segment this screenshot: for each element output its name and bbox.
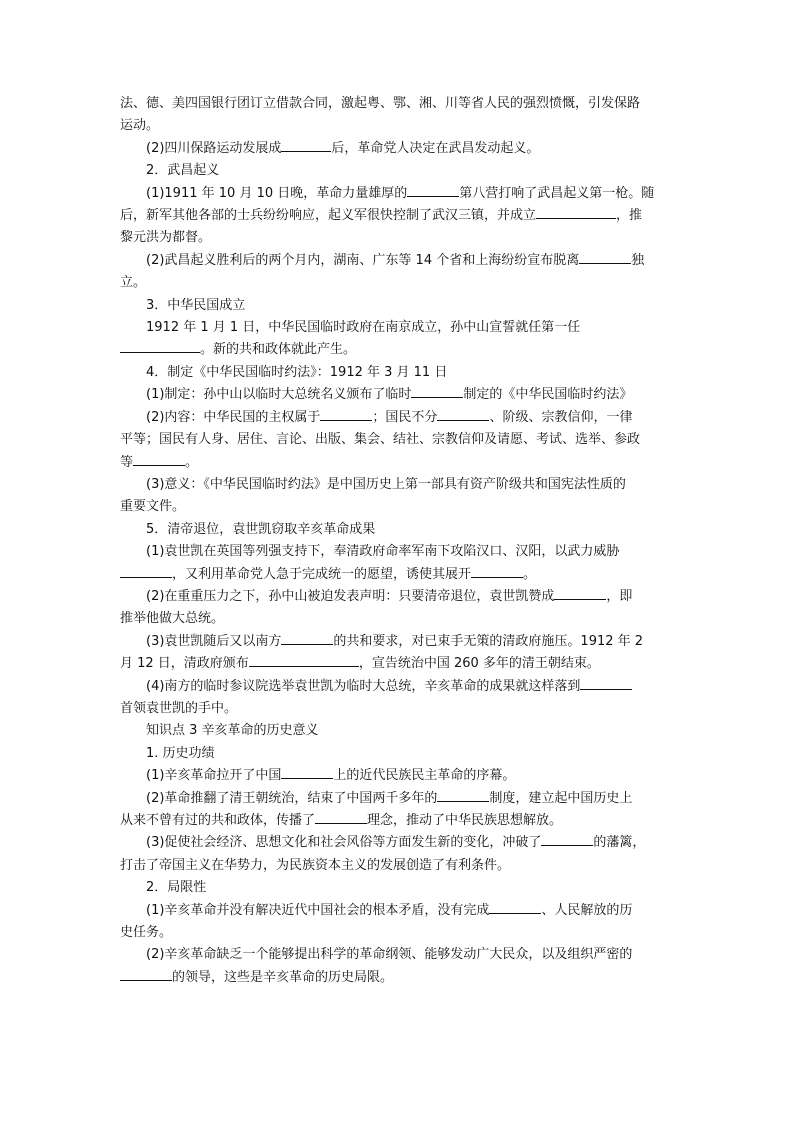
text-line bbox=[120, 474, 678, 496]
document-page bbox=[120, 93, 678, 989]
fill-blank[interactable] bbox=[249, 653, 359, 667]
text: 、阶级、宗教信仰，一律 bbox=[489, 409, 633, 425]
text: 。 bbox=[185, 454, 199, 470]
text: 运动。 bbox=[120, 118, 160, 134]
text: 首领袁世凯的手中。 bbox=[120, 700, 238, 716]
text-line bbox=[120, 832, 678, 854]
text: 等 bbox=[120, 454, 134, 470]
section-heading bbox=[120, 743, 678, 765]
fill-blank[interactable] bbox=[133, 452, 185, 466]
text: 知识点 3 辛亥革命的历史意义 bbox=[146, 723, 319, 739]
text-line bbox=[120, 564, 678, 586]
text-line bbox=[120, 272, 678, 294]
text-line bbox=[120, 698, 678, 720]
section-heading bbox=[120, 877, 678, 899]
text: (2)在重重压力之下，孙中山被迫发表声明：只要清帝退位，袁世凯赞成 bbox=[146, 588, 555, 604]
fill-blank[interactable] bbox=[437, 788, 489, 802]
fill-blank[interactable] bbox=[471, 564, 523, 578]
text: 2．局限性 bbox=[146, 880, 207, 896]
text: (1)制定：孙中山以临时大总统名义颁布了临时 bbox=[146, 387, 412, 403]
fill-blank[interactable] bbox=[281, 765, 333, 779]
text-line bbox=[120, 608, 678, 630]
text: 法、德、美四国银行团订立借款合同，激起粤、鄂、湘、川等省人民的强烈愤慨，引发保路 bbox=[120, 96, 641, 111]
section-heading bbox=[120, 160, 678, 182]
text: 3．中华民国成立 bbox=[146, 297, 246, 313]
text: (4)南方的临时参议院选举袁世凯为临时大总统，辛亥革命的成果就这样落到 bbox=[146, 678, 581, 694]
text: 的藩篱， bbox=[593, 835, 646, 851]
knowledge-point-heading bbox=[120, 720, 678, 742]
text: 月 12 日，清政府颁布 bbox=[120, 656, 249, 672]
text-line bbox=[120, 138, 678, 160]
text: 4．制定《中华民国临时约法》：1912 年 3 月 11 日 bbox=[146, 364, 448, 380]
text: (3)意义：《中华民国临时约法》是中国历史上第一部具有资产阶级共和国宪法性质的 bbox=[146, 476, 626, 492]
text: 打击了帝国主义在华势力，为民族资本主义的发展创造了有利条件。 bbox=[120, 857, 511, 873]
text: (2)内容：中华民国的主权属于 bbox=[146, 409, 321, 425]
text-line bbox=[120, 183, 678, 205]
text: ，宣告统治中国 260 多年的清王朝结束。 bbox=[358, 656, 600, 672]
text-line bbox=[120, 586, 678, 608]
text: 。新的共和政体就此产生。 bbox=[200, 342, 357, 358]
fill-blank[interactable] bbox=[554, 586, 606, 600]
text-line bbox=[120, 810, 678, 832]
text: 、人民解放的历 bbox=[541, 902, 633, 918]
text-line bbox=[120, 855, 678, 877]
text-line bbox=[120, 631, 678, 653]
text: 理念，推动了中华民族思想解放。 bbox=[367, 813, 563, 828]
fill-blank[interactable] bbox=[120, 339, 200, 353]
text: ，即 bbox=[606, 588, 633, 604]
fill-blank[interactable] bbox=[489, 900, 541, 914]
text: ，推 bbox=[616, 208, 643, 224]
text: 制度，建立起中国历史上 bbox=[489, 790, 633, 806]
fill-blank[interactable] bbox=[315, 810, 367, 824]
fill-blank[interactable] bbox=[579, 250, 631, 264]
text-line bbox=[120, 339, 678, 361]
text: 1. 历史功绩 bbox=[146, 745, 215, 761]
text: (2)辛亥革命缺乏一个能够提出科学的革命纲领、能够发动广大民众，以及组织严密的 bbox=[146, 947, 633, 963]
text: (1)辛亥革命并没有解决近代中国社会的根本矛盾，没有完成 bbox=[146, 902, 490, 918]
text-line bbox=[120, 944, 678, 966]
text-line bbox=[120, 922, 678, 944]
fill-blank[interactable] bbox=[536, 205, 616, 219]
section-heading bbox=[120, 295, 678, 317]
fill-blank[interactable] bbox=[437, 407, 489, 421]
text: 2．武昌起义 bbox=[146, 163, 220, 179]
text: (2)武昌起义胜利后的两个月内，湖南、广东等 14 个省和上海纷纷宣布脱离 bbox=[146, 252, 580, 268]
section-heading bbox=[120, 519, 678, 541]
text-line bbox=[120, 676, 678, 698]
text: 上的近代民族民主革命的序幕。 bbox=[333, 768, 516, 784]
text: (3)促使社会经济、思想文化和社会风俗等方面发生新的变化，冲破了 bbox=[146, 835, 542, 851]
text-line bbox=[120, 967, 678, 989]
text-line bbox=[120, 205, 678, 227]
text: 从来不曾有过的共和政体，传播了 bbox=[120, 813, 316, 828]
text: 立。 bbox=[120, 275, 147, 291]
text: 平等；国民有人身、居住、言论、出版、集会、结社、宗教信仰及请愿、考试、选举、参政 bbox=[120, 432, 641, 448]
fill-blank[interactable] bbox=[541, 832, 593, 846]
text: (3)袁世凯随后又以南方 bbox=[146, 633, 282, 649]
text-line bbox=[120, 227, 678, 249]
text: 1912 年 1 月 1 日，中华民国临时政府在南京成立，孙中山宣誓就任第一任 bbox=[146, 320, 581, 336]
text-line bbox=[120, 541, 678, 563]
text-line bbox=[120, 115, 678, 137]
text: (2)革命推翻了清王朝统治，结束了中国两千多年的 bbox=[146, 790, 438, 806]
text-line bbox=[120, 496, 678, 518]
text-line bbox=[120, 407, 678, 429]
text-line bbox=[120, 788, 678, 810]
section-heading bbox=[120, 362, 678, 384]
text: 后，新军其他各部的士兵纷纷响应，起义军很快控制了武汉三镇，并成立 bbox=[120, 208, 537, 224]
text: (1)袁世凯在英国等列强支持下，奉清政府命率军南下攻陷汉口、汉阳，以武力威胁 bbox=[146, 544, 620, 560]
text: 推举他做大总统。 bbox=[120, 611, 225, 627]
text: (1)辛亥革命拉开了中国 bbox=[146, 768, 282, 784]
fill-blank[interactable] bbox=[120, 967, 172, 981]
text-line bbox=[120, 384, 678, 406]
text: (1)1911 年 10 月 10 日晚，革命力量雄厚的 bbox=[146, 185, 408, 201]
text: 。 bbox=[523, 566, 537, 582]
text-line bbox=[120, 250, 678, 272]
text: 黎元洪为都督。 bbox=[120, 230, 212, 246]
text: 的共和要求，对已束手无策的清政府施压。1912 年 2 bbox=[333, 633, 644, 649]
fill-blank[interactable] bbox=[407, 183, 459, 197]
text: 制定的《中华民国临时约法》 bbox=[463, 387, 633, 403]
text-line bbox=[120, 765, 678, 787]
text: 的领导，这些是辛亥革命的历史局限。 bbox=[172, 969, 394, 985]
text: 重要文件。 bbox=[120, 499, 186, 515]
text-line bbox=[120, 653, 678, 675]
text-line bbox=[120, 317, 678, 339]
fill-blank[interactable] bbox=[580, 676, 632, 690]
fill-blank[interactable] bbox=[281, 631, 333, 645]
text: ，又利用革命党人急于完成统一的愿望，诱使其展开 bbox=[172, 566, 472, 582]
text: 第八营打响了武昌起义第一枪。随 bbox=[459, 185, 655, 201]
text-line bbox=[120, 452, 678, 474]
text: 独 bbox=[631, 252, 645, 268]
fill-blank[interactable] bbox=[281, 138, 331, 152]
text: 5．清帝退位，袁世凯窃取辛亥革命成果 bbox=[146, 521, 376, 537]
text: 史任务。 bbox=[120, 925, 173, 941]
text: ；国民不分 bbox=[372, 409, 438, 425]
text: 后，革命党人决定在武昌发动起义。 bbox=[331, 140, 540, 156]
fill-blank[interactable] bbox=[120, 564, 172, 578]
fill-blank[interactable] bbox=[320, 407, 372, 421]
text-line bbox=[120, 429, 678, 451]
fill-blank[interactable] bbox=[411, 384, 463, 398]
text: (2)四川保路运动发展成 bbox=[146, 140, 282, 156]
text-line bbox=[120, 93, 678, 115]
text-line bbox=[120, 900, 678, 922]
